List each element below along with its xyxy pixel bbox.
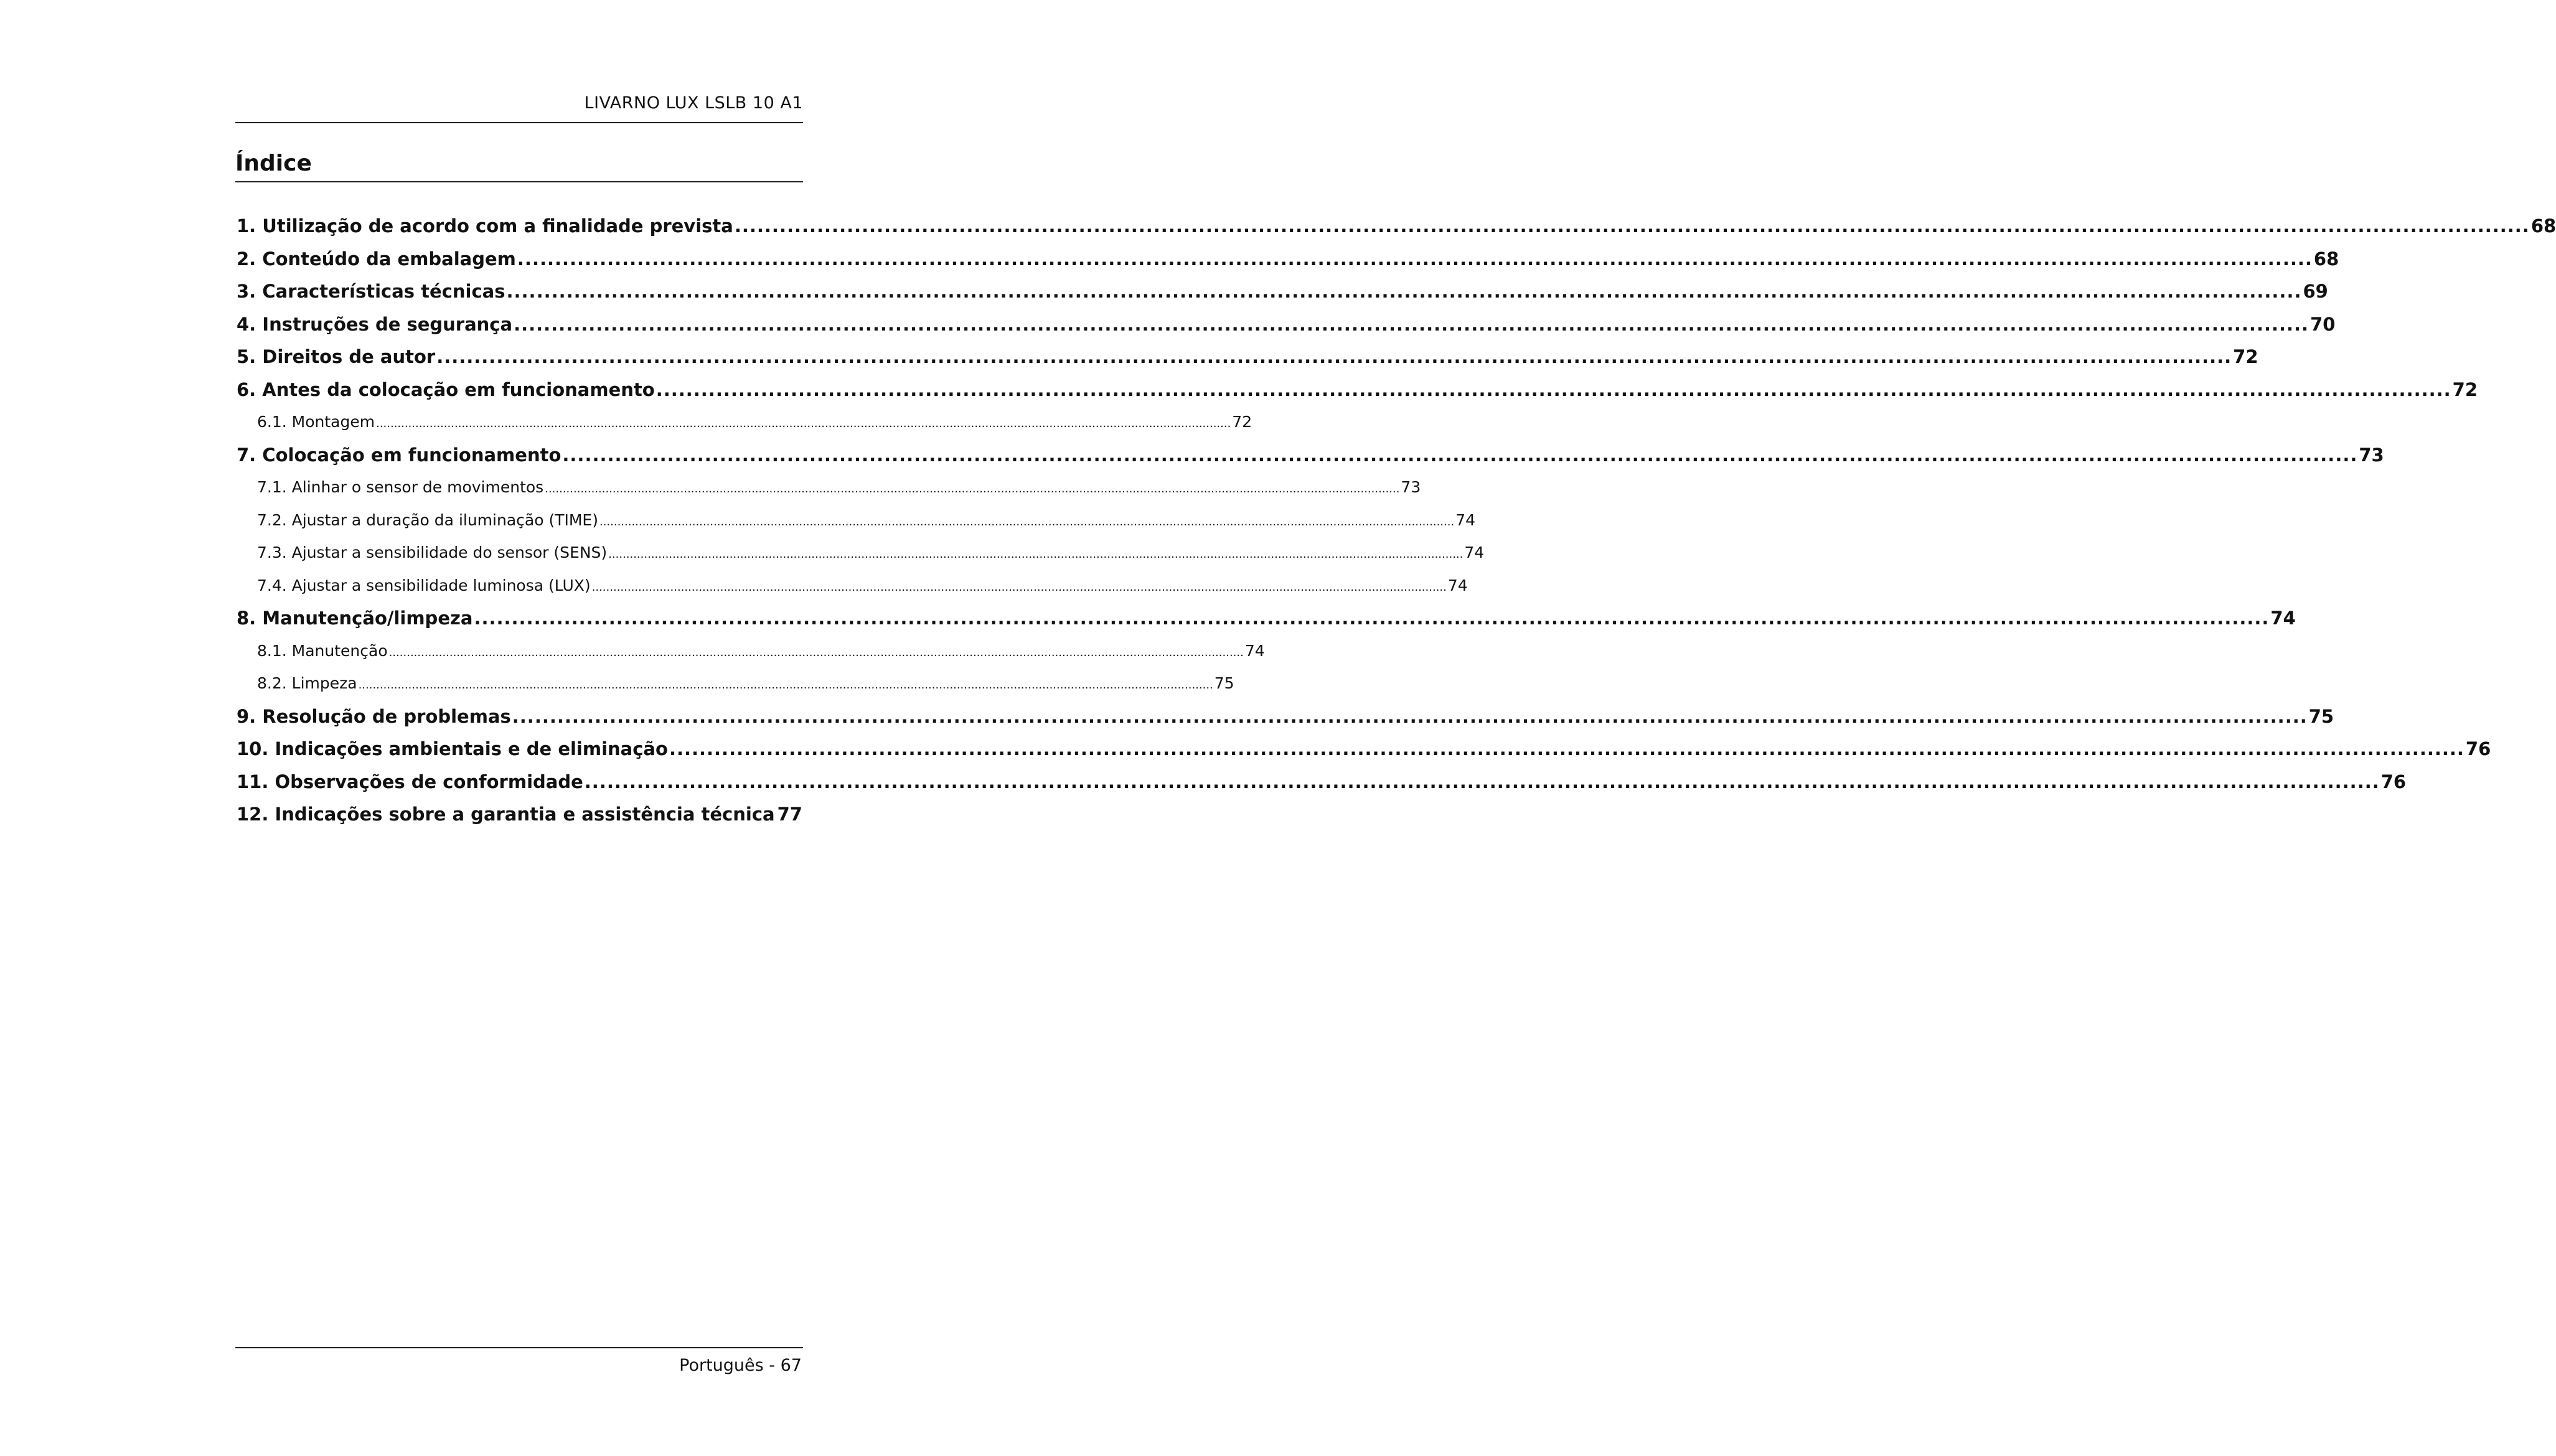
toc-dot-leader <box>608 537 1463 571</box>
toc-entry-label: 6. Antes da colocação em funcionamento <box>237 378 655 400</box>
toc-entry-label: 9. Resolução de problemas <box>237 705 511 727</box>
toc-entry-page: 69 <box>2303 281 2328 302</box>
toc-dot-leader <box>592 570 1447 604</box>
toc-dot-leader <box>517 243 2313 276</box>
toc-entry-label: 5. Direitos de autor <box>237 346 436 367</box>
toc-dot-leader <box>512 700 2308 733</box>
toc-subentry <box>237 471 1421 504</box>
toc-entry-label: 7. Colocação em funcionamento <box>237 444 561 466</box>
toc-entry-label: 8.1. Manutenção <box>257 641 388 660</box>
toc-entry <box>237 341 2258 373</box>
toc-entry-page: 76 <box>2380 771 2407 792</box>
toc-dot-leader <box>585 766 2380 799</box>
toc-entry-label: 10. Indicações ambientais e de eliminação <box>237 738 668 759</box>
toc-entry <box>237 275 2328 308</box>
toc-entry-page: 72 <box>2452 378 2478 400</box>
toc-dot-leader <box>599 504 1454 539</box>
toc-subentry <box>237 504 1475 537</box>
toc-entry-page: 72 <box>1232 413 1252 431</box>
toc-entry <box>237 798 802 831</box>
page-number-footer: Português - 67 <box>679 1356 802 1375</box>
page-title: Índice <box>235 151 312 176</box>
toc-entry <box>237 439 2384 472</box>
toc-subentry <box>237 635 1265 668</box>
toc-entry-label: 6.1. Montagem <box>257 413 375 431</box>
toc-subentry <box>237 570 1468 603</box>
toc-dot-leader <box>545 471 1399 506</box>
toc-entry-label: 2. Conteúdo da embalagem <box>237 248 516 270</box>
toc-entry-page: 68 <box>2530 215 2556 237</box>
toc-entry <box>237 308 2336 341</box>
toc-entry-page: 70 <box>2310 313 2336 335</box>
table-of-contents <box>237 210 2556 831</box>
toc-subentry <box>237 537 1485 570</box>
toc-subentry <box>237 667 1234 700</box>
toc-entry <box>237 373 2478 406</box>
toc-entry-label: 7.4. Ajustar a sensibilidade luminosa (LUX) <box>257 576 591 594</box>
toc-dot-leader <box>735 210 2530 243</box>
toc-entry <box>237 243 2339 276</box>
toc-entry-label: 1. Utilização de acordo com a finalidade prevista <box>237 215 733 237</box>
toc-dot-leader <box>474 602 2269 635</box>
toc-dot-leader <box>376 406 1231 441</box>
toc-entry <box>237 210 2556 243</box>
toc-entry <box>237 766 2407 799</box>
running-header: LIVARNO LUX LSLB 10 A1 <box>584 93 803 113</box>
toc-entry-page: 73 <box>1401 478 1421 496</box>
toc-entry-label: 11. Observações de conformidade <box>237 771 583 792</box>
header-rule <box>235 122 803 123</box>
toc-entry-label: 7.2. Ajustar a duração da iluminação (TIME) <box>257 510 598 529</box>
toc-entry-label: 3. Características técnicas <box>237 281 505 302</box>
toc-entry-page: 74 <box>2270 608 2296 629</box>
toc-entry-page: 74 <box>1244 641 1265 660</box>
toc-entry-page: 76 <box>2465 738 2491 759</box>
toc-entry <box>237 733 2491 766</box>
toc-entry-page: 74 <box>1447 576 1468 594</box>
toc-entry-page: 72 <box>2233 346 2258 367</box>
toc-subentry <box>237 406 1252 439</box>
toc-entry-label: 7.1. Alinhar o sensor de movimentos <box>257 478 544 496</box>
toc-dot-leader <box>359 667 1213 702</box>
toc-entry-label: 12. Indicações sobre a garantia e assistência técnica <box>237 804 775 825</box>
toc-entry-label: 8. Manutenção/limpeza <box>237 608 473 629</box>
toc-entry-page: 74 <box>1464 543 1485 561</box>
toc-entry <box>237 700 2334 733</box>
toc-entry <box>237 602 2296 635</box>
toc-dot-leader <box>436 341 2232 373</box>
toc-dot-leader <box>507 275 2302 308</box>
title-rule <box>235 181 803 182</box>
toc-entry-page: 74 <box>1455 510 1475 529</box>
toc-entry-page: 75 <box>2308 705 2334 727</box>
toc-entry-page: 77 <box>777 804 802 825</box>
toc-entry-label: 7.3. Ajustar a sensibilidade do sensor (SENS) <box>257 543 608 561</box>
toc-dot-leader <box>669 733 2464 766</box>
toc-dot-leader <box>389 635 1244 670</box>
toc-entry-label: 8.2. Limpeza <box>257 674 357 692</box>
toc-dot-leader <box>514 308 2309 341</box>
footer-rule <box>235 1347 803 1348</box>
toc-entry-label: 4. Instruções de segurança <box>237 313 513 335</box>
toc-entry-page: 68 <box>2313 248 2339 270</box>
toc-entry-page: 73 <box>2359 444 2384 466</box>
toc-entry-page: 75 <box>1214 674 1234 692</box>
toc-dot-leader <box>562 439 2357 472</box>
toc-dot-leader <box>656 373 2451 406</box>
